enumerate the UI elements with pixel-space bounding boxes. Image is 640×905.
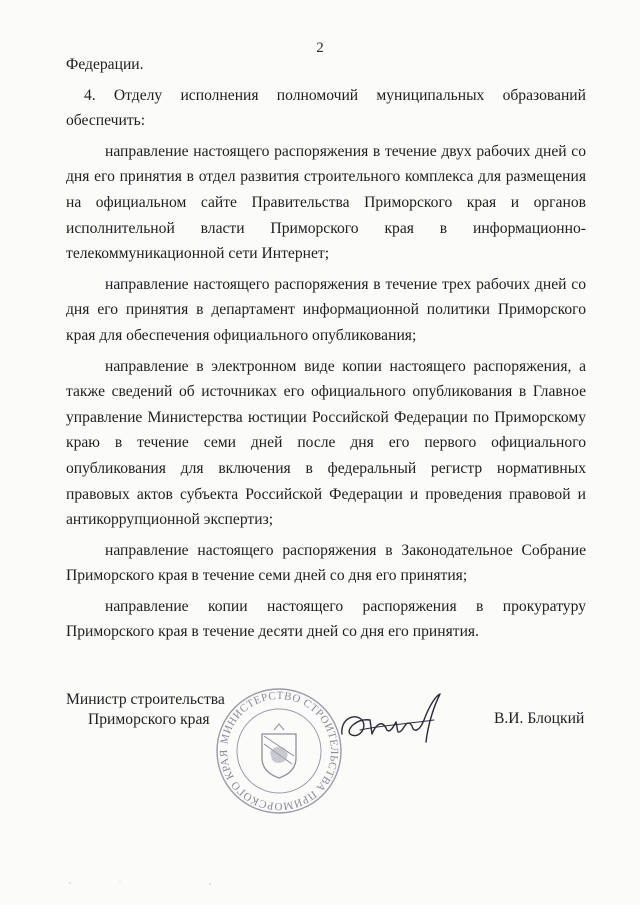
svg-text:МИНИСТЕРСТВО СТРОИТЕЛЬСТВА ПРИ: МИНИСТЕРСТВО СТРОИТЕЛЬСТВА ПРИМОРСКОГО КРАЯ <box>217 689 341 813</box>
coat-of-arms-icon <box>262 724 296 778</box>
scan-artifact <box>60 880 260 886</box>
signatory-name: В.И. Блоцкий <box>494 710 585 727</box>
paragraph: направление настоящего распоряжения в Законодательное Собрание Приморского края в течение семи дней со дня его принятия; <box>66 541 586 585</box>
signatory-title-line2: Приморского края <box>88 711 210 728</box>
paragraph: направление копии настоящего распоряжения в прокуратуру Приморского края в течение десяти дней со дня его принятия. <box>66 597 586 641</box>
signatory-title-line1: Министр строительства <box>66 691 225 708</box>
official-seal-stamp <box>214 686 344 816</box>
paragraph: направление настоящего распоряжения в течение двух рабочих дней со дня его принятия в отдел развития строительного комплекса для размещения на официальном сайте Правительства Приморского края и органов исполнительной власти Приморского края в информационно-телекоммуникационной сети Интернет; <box>66 142 586 263</box>
document-body <box>66 52 586 650</box>
handwritten-signature <box>336 690 456 750</box>
paragraph: направление настоящего распоряжения в течение трех рабочих дней со дня его принятия в департамент информационной политики Приморского края для обеспечения официального опубликования; <box>66 275 586 344</box>
paragraph: 4. Отделу исполнения полномочий муниципальных образований обеспечить: <box>66 86 586 130</box>
signatory-title <box>66 690 225 730</box>
paragraph: направление в электронном виде копии настоящего распоряжения, а также сведений об источниках его официального опубликования в Главное управление Министерства юстиции Российской Федерации по Приморскому краю в течение семи дней после дня его первого официального опубликования для включения в федеральный регистр нормативных правовых актов субъекта Российской Федерации и проведения правовой и антикоррупционной экспертиз; <box>66 357 586 529</box>
page-number: 2 <box>316 40 324 56</box>
paragraph: Федерации. <box>66 56 144 73</box>
